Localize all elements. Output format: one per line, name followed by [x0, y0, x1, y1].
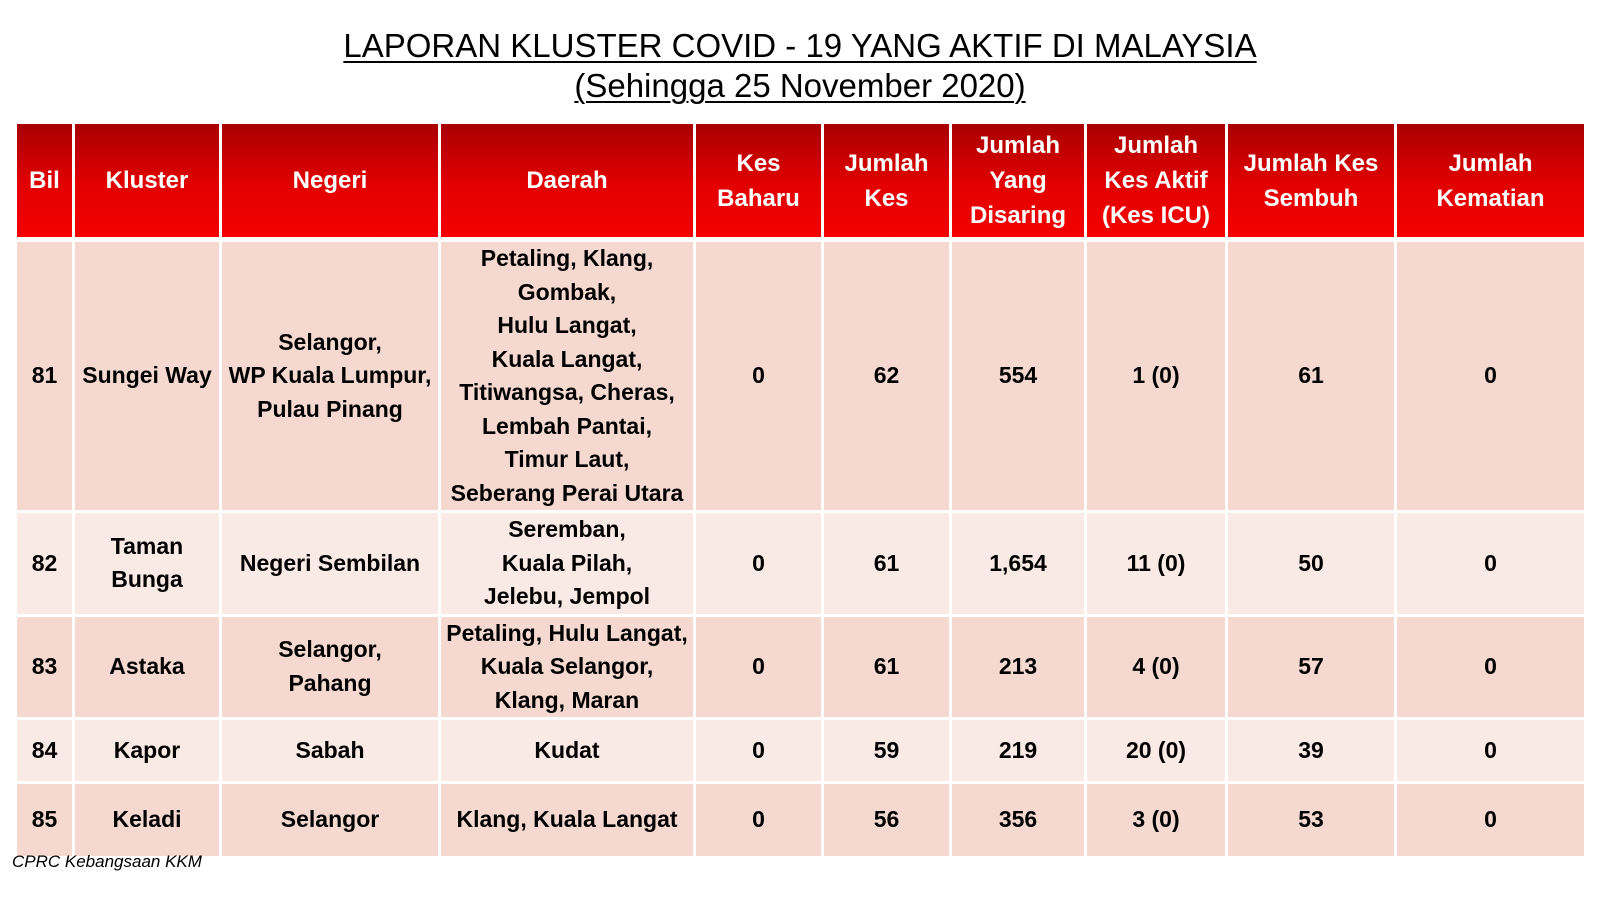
- cell-jumlah-kes: 61: [824, 617, 949, 721]
- cell-daerah: Klang, Kuala Langat: [441, 784, 693, 859]
- cell-kes-baharu: 0: [696, 784, 821, 859]
- cell-kematian: 0: [1397, 513, 1584, 617]
- cell-kes-aktif: 20 (0): [1087, 720, 1225, 784]
- cell-negeri: Selangor, Pahang: [222, 617, 438, 721]
- cell-kluster: Astaka: [75, 617, 219, 721]
- header-jumlah-kes: Jumlah Kes: [824, 124, 949, 242]
- cell-jumlah-disaring: 554: [952, 242, 1084, 513]
- header-kluster: Kluster: [75, 124, 219, 242]
- header-daerah: Daerah: [441, 124, 693, 242]
- header-kes-sembuh: Jumlah Kes Sembuh: [1228, 124, 1394, 242]
- cell-bil: 84: [17, 720, 72, 784]
- cell-kes-baharu: 0: [696, 617, 821, 721]
- cell-bil: 85: [17, 784, 72, 859]
- cell-jumlah-disaring: 356: [952, 784, 1084, 859]
- cell-kes-aktif: 11 (0): [1087, 513, 1225, 617]
- cluster-table: [14, 124, 1587, 859]
- cell-kluster: Keladi: [75, 784, 219, 859]
- cell-jumlah-disaring: 213: [952, 617, 1084, 721]
- cell-daerah: Seremban, Kuala Pilah, Jelebu, Jempol: [441, 513, 693, 617]
- table-row: [17, 617, 1584, 721]
- cell-jumlah-kes: 56: [824, 784, 949, 859]
- cell-daerah: Kudat: [441, 720, 693, 784]
- cell-bil: 81: [17, 242, 72, 513]
- cell-kematian: 0: [1397, 720, 1584, 784]
- cell-kes-sembuh: 53: [1228, 784, 1394, 859]
- table-row: [17, 720, 1584, 784]
- cell-negeri: Selangor: [222, 784, 438, 859]
- cell-jumlah-kes: 61: [824, 513, 949, 617]
- header-kes-baharu: Kes Baharu: [696, 124, 821, 242]
- header-negeri: Negeri: [222, 124, 438, 242]
- header-kes-aktif: Jumlah Kes Aktif (Kes ICU): [1087, 124, 1225, 242]
- cell-kes-baharu: 0: [696, 513, 821, 617]
- source-footnote: CPRC Kebangsaan KKM: [12, 852, 202, 871]
- table-row: [17, 784, 1584, 859]
- report-title: [0, 26, 1600, 106]
- table-row: [17, 513, 1584, 617]
- cell-negeri: Negeri Sembilan: [222, 513, 438, 617]
- cell-kes-aktif: 3 (0): [1087, 784, 1225, 859]
- cell-kluster: Sungei Way: [75, 242, 219, 513]
- cell-daerah: Petaling, Hulu Langat, Kuala Selangor, Klang, Maran: [441, 617, 693, 721]
- cell-kes-sembuh: 57: [1228, 617, 1394, 721]
- header-row: [17, 124, 1584, 242]
- cell-jumlah-kes: 62: [824, 242, 949, 513]
- title-line-1: LAPORAN KLUSTER COVID - 19 YANG AKTIF DI MALAYSIA: [343, 27, 1257, 64]
- cell-kes-sembuh: 50: [1228, 513, 1394, 617]
- header-kematian: Jumlah Kematian: [1397, 124, 1584, 242]
- cell-jumlah-kes: 59: [824, 720, 949, 784]
- cell-kes-baharu: 0: [696, 242, 821, 513]
- header-jumlah-disaring: Jumlah Yang Disaring: [952, 124, 1084, 242]
- cell-negeri: Sabah: [222, 720, 438, 784]
- cell-kes-sembuh: 61: [1228, 242, 1394, 513]
- cell-jumlah-disaring: 219: [952, 720, 1084, 784]
- cell-daerah: Petaling, Klang, Gombak, Hulu Langat, Kuala Langat, Titiwangsa, Cheras, Lembah Pantai, Timur Laut, Seberang Perai Utara: [441, 242, 693, 513]
- cell-kes-sembuh: 39: [1228, 720, 1394, 784]
- cell-kluster: Kapor: [75, 720, 219, 784]
- cell-kes-aktif: 4 (0): [1087, 617, 1225, 721]
- table-row: [17, 242, 1584, 513]
- cell-kes-baharu: 0: [696, 720, 821, 784]
- cell-negeri: Selangor, WP Kuala Lumpur, Pulau Pinang: [222, 242, 438, 513]
- cell-kematian: 0: [1397, 242, 1584, 513]
- cell-bil: 83: [17, 617, 72, 721]
- cell-kematian: 0: [1397, 617, 1584, 721]
- cell-kes-aktif: 1 (0): [1087, 242, 1225, 513]
- title-line-2: (Sehingga 25 November 2020): [574, 67, 1026, 104]
- cell-jumlah-disaring: 1,654: [952, 513, 1084, 617]
- cell-bil: 82: [17, 513, 72, 617]
- header-bil: Bil: [17, 124, 72, 242]
- cell-kluster: Taman Bunga: [75, 513, 219, 617]
- cell-kematian: 0: [1397, 784, 1584, 859]
